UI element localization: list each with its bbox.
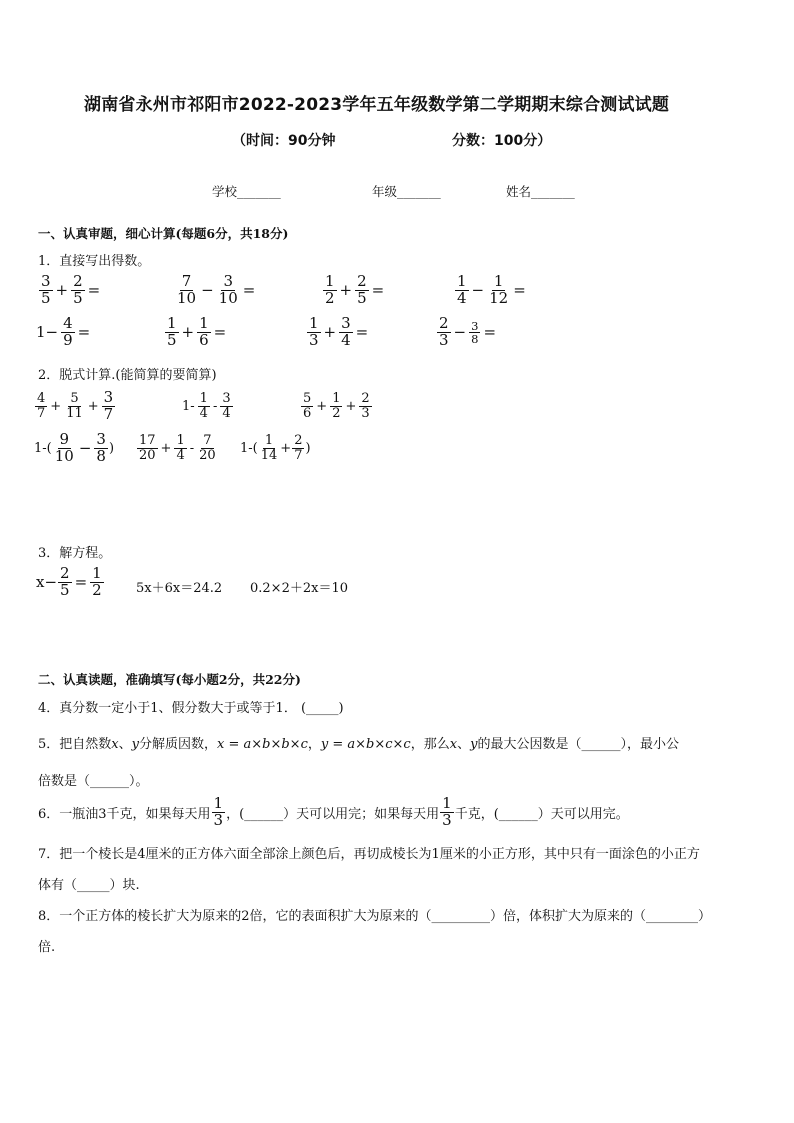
q1-expr-7: $\frac{1}{3}$ + $\frac{3}{4}$ = xyxy=(309,314,369,349)
q1-expr-2: $\frac{7}{10}$ − $\frac{3}{10}$ = xyxy=(177,272,256,307)
q2-expr-2: 1- $\frac{1}{4}$ - $\frac{3}{4}$ xyxy=(182,391,231,421)
question-5-line-1: 5．把自然数x、y分解质因数，x = a×b×b×c，y = a×b×c×c，那么x、y的最大公因数是（______），最小公 xyxy=(38,737,679,752)
q3-equation-3: 0.2×2＋2x＝10 xyxy=(250,581,348,596)
question-7-line-1: 7．把一个棱长是4厘米的正方体六面全部涂上颜色后，再切成棱长为1厘米的小正方形，其中只有一面涂色的小正方 xyxy=(38,847,700,862)
question-3-label: 3．解方程。 xyxy=(38,546,112,561)
grade-field: 年级_______ xyxy=(372,184,441,199)
q2-expr-1: $\frac{4}{7}$ + $\frac{5}{11}$ + $\frac{3}{7}$ xyxy=(37,388,114,423)
q2-expr-4: 1-( $\frac{9}{10}$ − $\frac{3}{8}$ ) xyxy=(34,430,115,465)
q3-equation-1: x− $\frac{2}{5}$ = $\frac{1}{2}$ xyxy=(36,564,102,599)
section-1-heading: 一、认真审题，细心计算(每题6分，共18分) xyxy=(38,226,289,241)
exam-time: （时间：90分钟 xyxy=(232,133,336,149)
question-8-line-2: 倍. xyxy=(38,940,56,955)
q1-expr-1: $\frac{3}{5}$ + $\frac{2}{5}$ = xyxy=(41,272,101,307)
q2-expr-3: $\frac{5}{6}$ + $\frac{1}{2}$ + $\frac{2}{3}$ xyxy=(303,391,370,421)
question-5-line-2: 倍数是（______）。 xyxy=(38,774,149,789)
exam-score: 分数：100分） xyxy=(452,133,552,149)
school-field: 学校_______ xyxy=(212,184,281,199)
q1-expr-3: $\frac{1}{2}$ + $\frac{2}{5}$ = xyxy=(325,272,385,307)
section-2-heading: 二、认真读题，准确填写(每小题2分，共22分) xyxy=(38,672,301,687)
name-field: 姓名_______ xyxy=(506,184,575,199)
q2-expr-6: 1-( $\frac{1}{14}$ + $\frac{2}{7}$ ) xyxy=(240,433,311,463)
q1-expr-5: 1− $\frac{4}{9}$ = xyxy=(36,314,91,349)
q1-expr-6: $\frac{1}{5}$ + $\frac{1}{6}$ = xyxy=(167,314,227,349)
question-8-line-1: 8．一个正方体的棱长扩大为原来的2倍，它的表面积扩大为原来的（_________）倍，体积扩大为原来的（________） xyxy=(38,909,712,924)
q1-expr-4: $\frac{1}{4}$ − $\frac{1}{12}$ = xyxy=(457,272,526,307)
q3-equation-2: 5x＋6x＝24.2 xyxy=(136,581,223,596)
question-2-label: 2．脱式计算.(能简算的要简算) xyxy=(38,368,217,383)
question-6: 6．一瓶油3千克，如果每天用 $\frac{1}{3}$ ，(______）天可以用完；如果每天用 $\frac{1}{3}$ 千克，(______）天可以用完。 xyxy=(38,794,629,829)
question-4: 4．真分数一定小于1、假分数大于或等于1． (_____) xyxy=(38,701,344,716)
q1-expr-8: $\frac{2}{3}$ − $\frac{3}{8}$ = xyxy=(439,314,497,349)
q2-expr-5: $\frac{17}{20}$ + $\frac{1}{4}$ - $\frac{7}{20}$ xyxy=(139,433,216,463)
question-7-line-2: 体有（_____）块. xyxy=(38,878,140,893)
question-1-label: 1．直接写出得数。 xyxy=(38,254,151,269)
page-title: 湖南省永州市祁阳市2022-2023学年五年级数学第二学期期末综合测试试题 xyxy=(84,95,670,115)
